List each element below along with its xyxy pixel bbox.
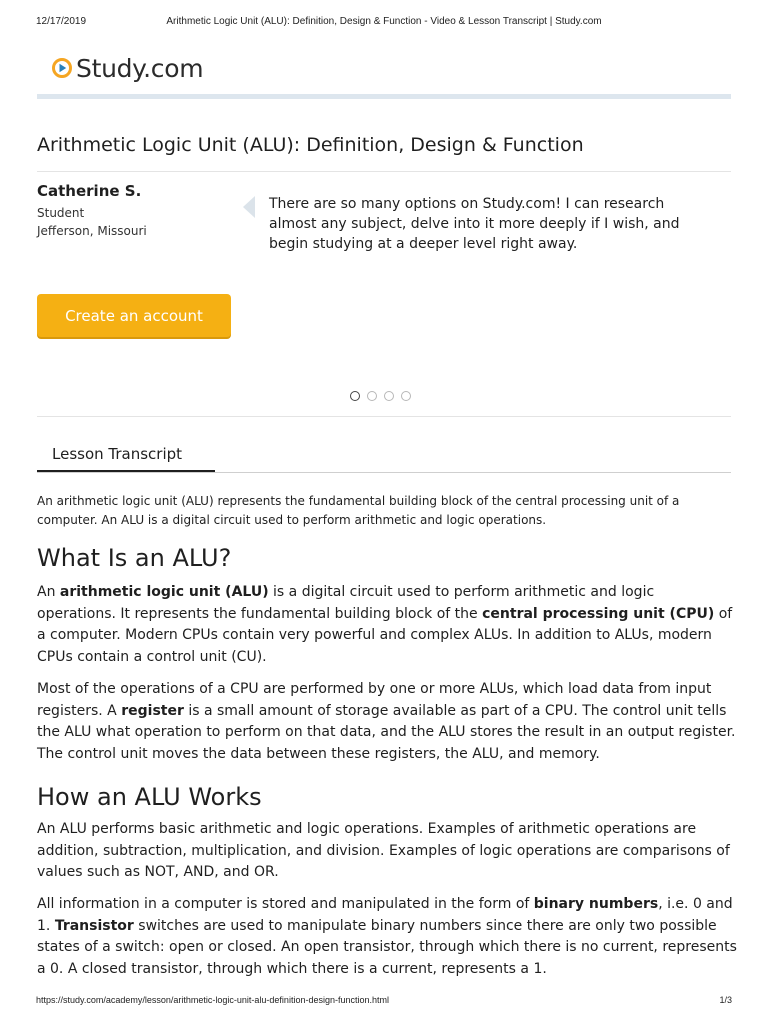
- testimonial-role: Student: [37, 206, 85, 220]
- print-page-title: Arithmetic Logic Unit (ALU): Definition, Design & Function - Video & Lesson Transcript | Study.com: [166, 16, 602, 27]
- term-binary-numbers: binary numbers: [533, 896, 659, 912]
- study-logo[interactable]: [51, 52, 203, 84]
- tab-label: Lesson Transcript: [52, 445, 183, 463]
- section-heading: How an ALU Works: [37, 783, 262, 811]
- carousel-divider: [37, 416, 731, 417]
- paragraph: All information in a computer is stored and manipulated in the form of binary numbers, i.e. 0 and 1. Transistor switches are used to manipulate binary numbers since there are only two possible states of a switch: open or closed. An open transistor, through which there is no current, represents a 0. A closed transistor, through which there is a current, represents a 1.: [37, 896, 737, 977]
- quote-arrow-icon: [243, 196, 255, 218]
- header-divider: [37, 94, 731, 99]
- carousel-dot[interactable]: [384, 391, 394, 401]
- print-header: [36, 14, 732, 30]
- testimonial-location: Jefferson, Missouri: [37, 224, 147, 238]
- page-title: Arithmetic Logic Unit (ALU): Definition, Design & Function: [37, 134, 584, 156]
- play-circle-icon: [51, 57, 73, 79]
- tab-lesson-transcript[interactable]: [37, 445, 215, 473]
- term-transistor: Transistor: [54, 917, 134, 934]
- carousel-dot[interactable]: [350, 391, 360, 401]
- section-heading: What Is an ALU?: [37, 544, 232, 572]
- paragraph: Most of the operations of a CPU are performed by one or more ALUs, which load data from input registers. A register is a small amount of storage available as part of a CPU. The control unit tells the ALU what operation to perform on that data, and the ALU stores the result in an output register. The control unit moves the data between these registers, the ALU, and memory.: [37, 681, 736, 762]
- logo-text: Study.com: [76, 53, 204, 83]
- tab-divider: [37, 472, 731, 473]
- testimonial-quote: There are so many options on Study.com! I can research almost any subject, delve into it more deeply if I wish, and begin studying at a deeper level right away.: [269, 196, 680, 252]
- term-cpu: central processing unit (CPU): [482, 605, 715, 622]
- title-divider: [37, 171, 731, 172]
- print-page-number: 1/3: [719, 995, 732, 1005]
- intro-text: An arithmetic logic unit (ALU) represents the fundamental building block of the central processing unit of a computer. An ALU is a digital circuit used to perform arithmetic and logic operations.: [37, 494, 680, 527]
- paragraph: An arithmetic logic unit (ALU) is a digital circuit used to perform arithmetic and logic operations. It represents the fundamental building block of the central processing unit (CPU) of a computer. Modern CPUs contain very powerful and complex ALUs. In addition to ALUs, modern CPUs contain a control unit (CU).: [37, 584, 733, 665]
- print-url: https://study.com/academy/lesson/arithmetic-logic-unit-alu-definition-design-function.html: [36, 995, 389, 1005]
- paragraph: An ALU performs basic arithmetic and logic operations. Examples of arithmetic operations are addition, subtraction, multiplication, and division. Examples of logic operations are comparisons of values such as NOT, AND, and OR.: [37, 821, 730, 880]
- term-register: register: [121, 702, 184, 719]
- carousel-dots: [350, 391, 411, 401]
- term-alu: arithmetic logic unit (ALU): [59, 584, 269, 600]
- print-date: 12/17/2019: [36, 16, 87, 27]
- testimonial-name: Catherine S.: [37, 182, 142, 200]
- carousel-dot[interactable]: [401, 391, 411, 401]
- carousel-dot[interactable]: [367, 391, 377, 401]
- create-account-button[interactable]: Create an account: [37, 294, 231, 337]
